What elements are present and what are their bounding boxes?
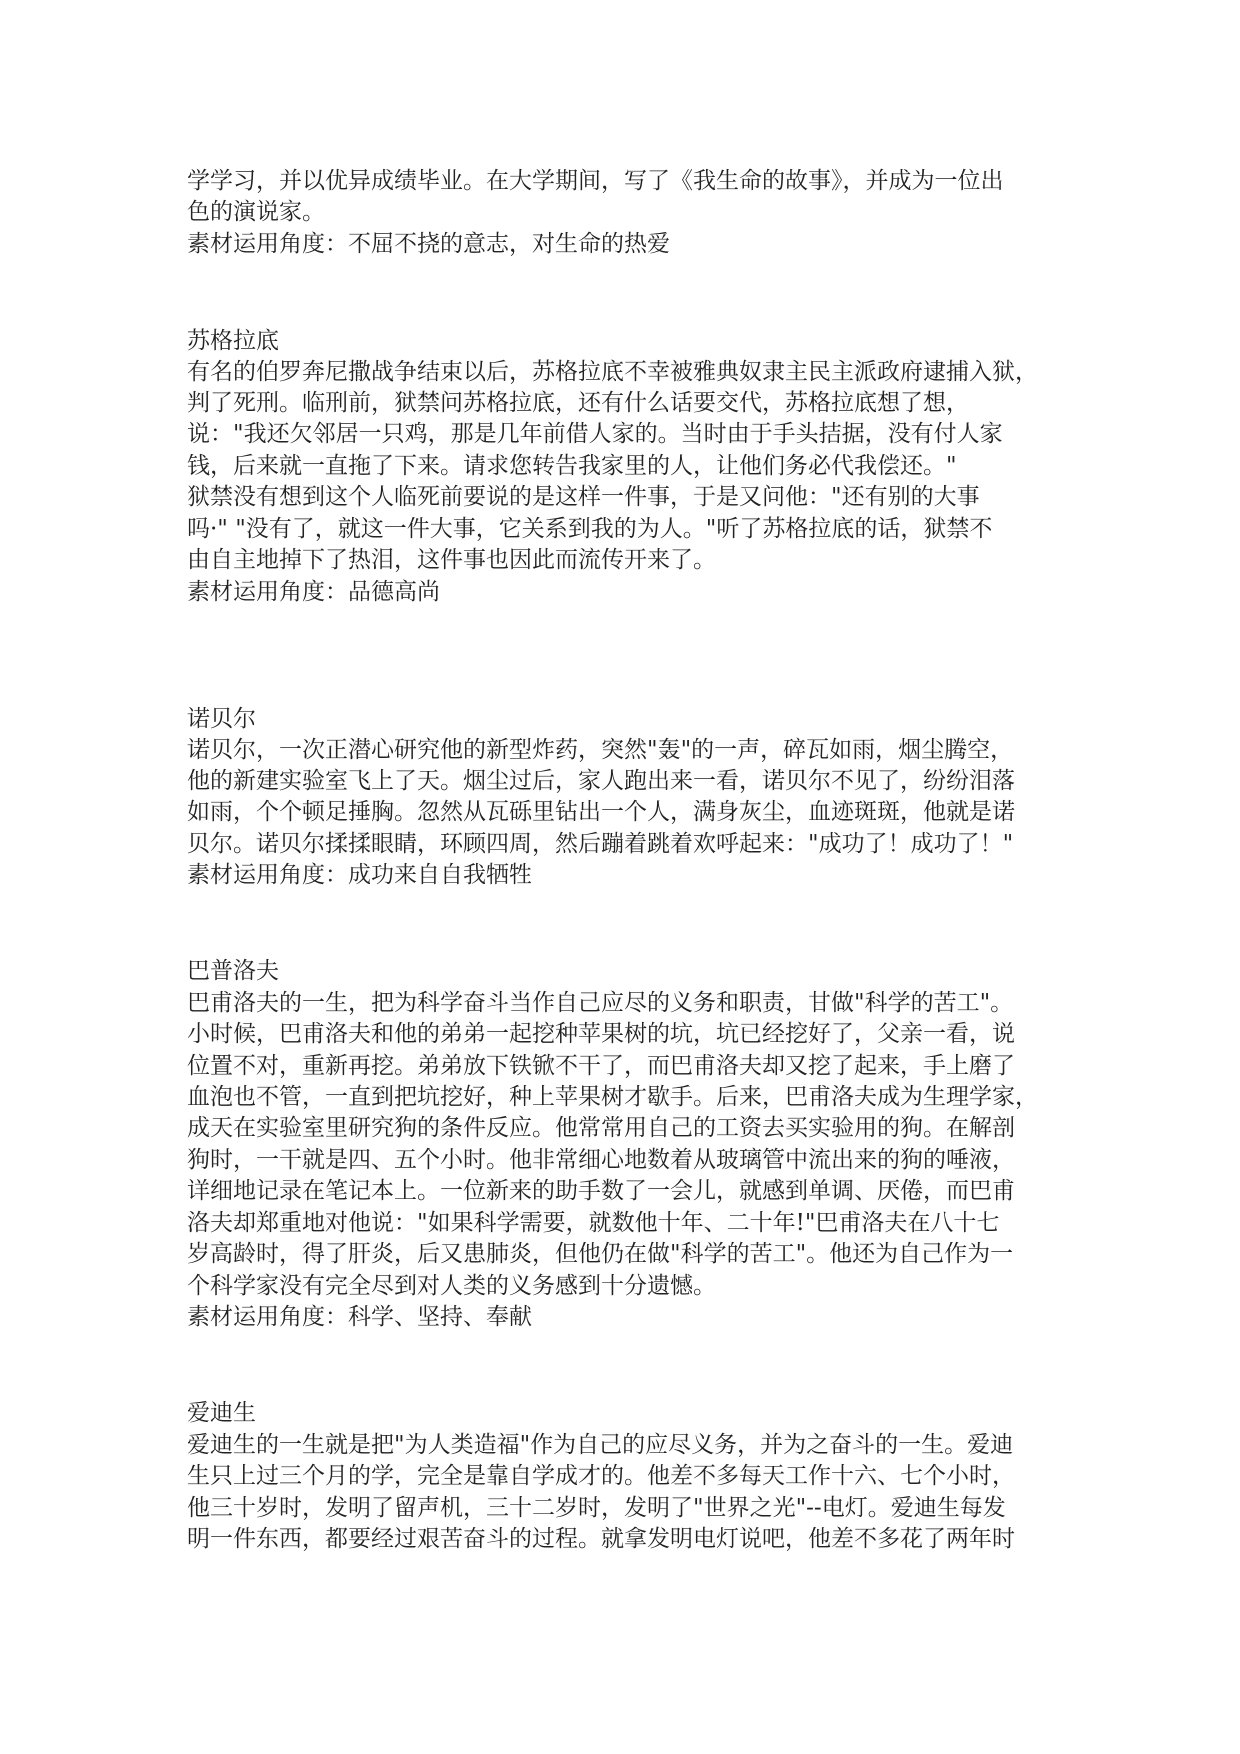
material-angle: 素材运用角度：科学、坚持、奉献 (187, 1304, 532, 1330)
paragraph-line: 说："我还欠邻居一只鸡，那是几年前借人家的。当时由于手头拮据，没有付人家 (187, 421, 1003, 447)
paragraph-line: 有名的伯罗奔尼撒战争结束以后，苏格拉底不幸被雅典奴隶主民主派政府逮捕入狱， (187, 359, 1038, 385)
paragraph-line: 位置不对，重新再挖。弟弟放下铁锨不干了，而巴甫洛夫却又挖了起来，手上磨了 (187, 1053, 1015, 1079)
material-angle: 素材运用角度：不屈不挠的意志，对生命的热爱 (187, 231, 670, 257)
section-title: 苏格拉底 (187, 328, 279, 354)
paragraph-line: 他的新建实验室飞上了天。烟尘过后，家人跑出来一看，诺贝尔不见了，纷纷泪落 (187, 768, 1015, 794)
paragraph-line: 学学习，并以优异成绩毕业。在大学期间，写了《我生命的故事》，并成为一位出 (187, 168, 1004, 194)
paragraph-line: 小时候，巴甫洛夫和他的弟弟一起挖种苹果树的坑，坑已经挖好了，父亲一看，说 (187, 1021, 1015, 1047)
paragraph-line: 判了死刑。临刑前，狱禁问苏格拉底，还有什么话要交代，苏格拉底想了想， (187, 390, 969, 416)
paragraph-line: 明一件东西，都要经过艰苦奋斗的过程。就拿发明电灯说吧，他差不多花了两年时 (187, 1526, 1015, 1552)
paragraph-line: 详细地记录在笔记本上。一位新来的助手数了一会儿，就感到单调、厌倦，而巴甫 (187, 1178, 1015, 1204)
paragraph-line: 巴甫洛夫的一生，把为科学奋斗当作自己应尽的义务和职责，甘做"科学的苦工"。 (187, 990, 1014, 1016)
paragraph-line: 他三十岁时，发明了留声机，三十二岁时，发明了"世界之光"--电灯。爱迪生每发 (187, 1495, 1006, 1521)
paragraph-line: 诺贝尔，一次正潜心研究他的新型炸药，突然"轰"的一声，碎瓦如雨，烟尘腾空， (187, 737, 1014, 763)
paragraph-line: 个科学家没有完全尽到对人类的义务感到十分遗憾。 (187, 1273, 716, 1299)
paragraph-line: 洛夫却郑重地对他说："如果科学需要，就数他十年、二十年!"巴甫洛夫在八十七 (187, 1210, 1000, 1236)
paragraph-line: 如雨，个个顿足捶胸。忽然从瓦砾里钻出一个人，满身灰尘，血迹斑斑，他就是诺 (187, 799, 1015, 825)
paragraph-line: 狗时，一干就是四、五个小时。他非常细心地数着从玻璃管中流出来的狗的唾液， (187, 1147, 1015, 1173)
paragraph-line: 色的演说家。 (187, 199, 325, 225)
paragraph-line: 由自主地掉下了热泪，这件事也因此而流传开来了。 (187, 547, 716, 573)
material-angle: 素材运用角度：品德高尚 (187, 579, 440, 605)
section-title: 诺贝尔 (187, 706, 256, 732)
paragraph-line: 吗·" "没有了，就这一件大事，它关系到我的为人。"听了苏格拉底的话，狱禁不 (187, 516, 993, 542)
paragraph-line: 钱，后来就一直拖了下来。请求您转告我家里的人，让他们务必代我偿还。" (187, 453, 957, 479)
paragraph-line: 狱禁没有想到这个人临死前要说的是这样一件事，于是又问他："还有别的大事 (187, 484, 980, 510)
paragraph-line: 爱迪生的一生就是把"为人类造福"作为自己的应尽义务，并为之奋斗的一生。爱迪 (187, 1432, 1014, 1458)
section-title: 爱迪生 (187, 1400, 256, 1426)
section-title: 巴普洛夫 (187, 958, 279, 984)
paragraph-line: 生只上过三个月的学，完全是靠自学成才的。他差不多每天工作十六、七个小时， (187, 1463, 1015, 1489)
paragraph-line: 贝尔。诺贝尔揉揉眼睛，环顾四周，然后蹦着跳着欢呼起来："成功了！成功了！" (187, 831, 1014, 857)
paragraph-line: 血泡也不管，一直到把坑挖好，种上苹果树才歇手。后来，巴甫洛夫成为生理学家， (187, 1084, 1038, 1110)
paragraph-line: 岁高龄时，得了肝炎，后又患肺炎，但他仍在做"科学的苦工"。他还为自己作为一 (187, 1241, 1014, 1267)
paragraph-line: 成天在实验室里研究狗的条件反应。他常常用自己的工资去买实验用的狗。在解剖 (187, 1115, 1015, 1141)
material-angle: 素材运用角度：成功来自自我牺牲 (187, 862, 532, 888)
